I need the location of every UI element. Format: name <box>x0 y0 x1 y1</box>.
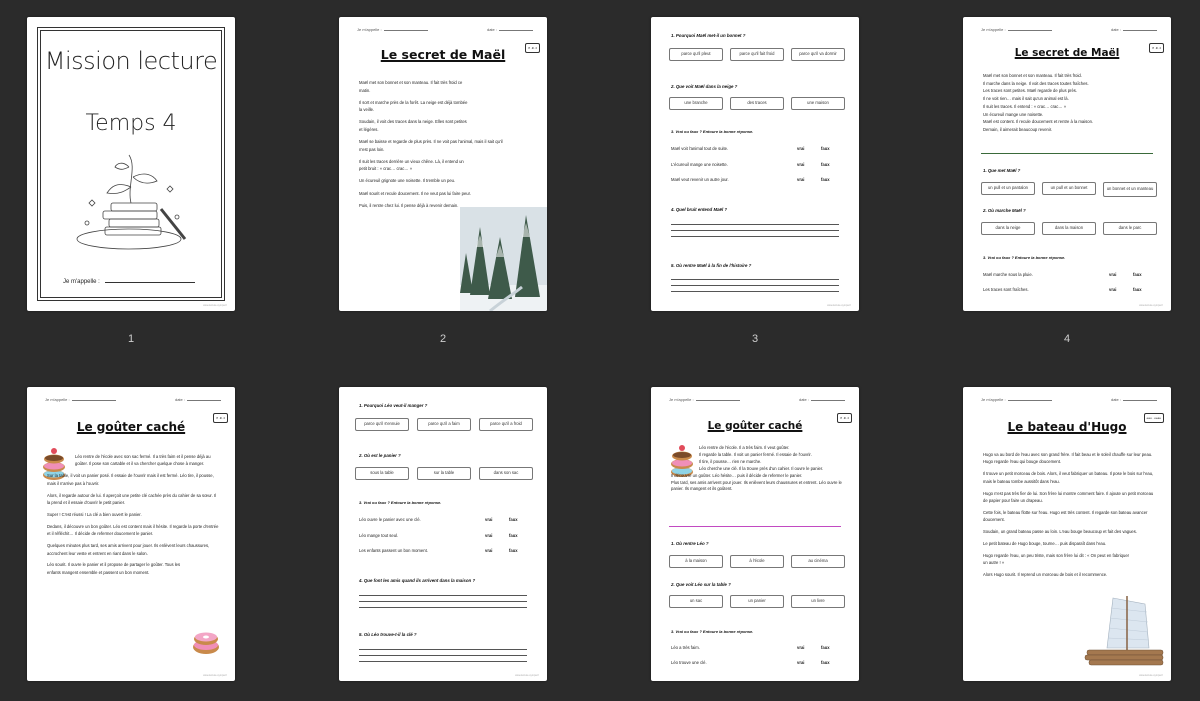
answer-option[interactable]: un livre <box>791 595 845 608</box>
page-thumbnail-2[interactable] <box>339 17 547 311</box>
story-paragraph: Hugo n'est pas très fier de lui. Son frère lui montre comment faire. Il ajoute un petit morceau de papier pour faire un drapeau. <box>983 490 1154 504</box>
true-option[interactable]: vrai <box>797 146 805 151</box>
story-paragraph: Hugo va au bord de l'eau avec son grand frère. Il fait beau et le soleil chauffe sur leur peau. Hugo regarde l'eau qui bouge doucement. <box>983 452 1153 465</box>
page-title: Le goûter caché <box>76 420 186 434</box>
date-field: date : <box>487 27 533 32</box>
question-1: 1. Pourquoi Léo veut-il manger ? <box>359 403 428 408</box>
true-false-row <box>359 517 529 522</box>
answer-option[interactable]: une branche <box>669 97 723 110</box>
story-paragraph: Léo rentre de l'école avec son sac fermé. Il a très faim et il pense déjà au goûter. Il pose son cartable et il va chercher quelque chose à manger. <box>75 454 211 467</box>
page-thumbnail-7[interactable] <box>651 387 859 681</box>
story-text <box>983 451 1155 583</box>
question-1: 1. Que met Maël ? <box>983 168 1021 173</box>
date-field: date : <box>799 397 845 402</box>
page-number: 4 <box>1063 333 1071 345</box>
answer-options-2 <box>981 222 1157 235</box>
story-paragraph: Il suit les traces derrière un vieux chêne. Là, il entend un petit bruit : « crac… crac… » <box>359 158 464 172</box>
story-line: Il suit les traces. Il entend : « crac… crac… » <box>983 103 1067 109</box>
answer-option[interactable]: dans la neige <box>981 222 1035 235</box>
answer-options-1 <box>669 555 845 568</box>
cover-name-label: Je m'appelle : <box>63 279 100 285</box>
question-1: 1. Pourquoi Maël met-il un bonnet ? <box>671 33 746 38</box>
page-footer: www.lecture-sympa.fr <box>1139 674 1163 677</box>
false-option[interactable]: faux <box>1133 287 1142 292</box>
true-option[interactable]: vrai <box>1109 272 1117 277</box>
section-divider <box>981 153 1153 154</box>
page-header <box>981 27 1157 32</box>
question-2: 2. Que voit Maël dans la neige ? <box>671 84 738 89</box>
section-divider <box>669 526 841 527</box>
name-field: Je m'appelle : <box>981 397 1052 402</box>
answer-option[interactable]: dans le parc <box>1103 222 1157 235</box>
writing-line[interactable] <box>359 601 527 602</box>
false-option[interactable]: faux <box>509 517 518 522</box>
writing-line[interactable] <box>671 236 839 237</box>
false-option[interactable]: faux <box>509 533 518 538</box>
answer-option[interactable]: au cinéma <box>791 555 845 568</box>
answer-option[interactable]: parce qu'il a faim <box>417 418 471 431</box>
story-paragraph: Maël se baisse et regarde de plus près. Il ne voit pas l'animal, mais il sait qu'il n'est pas loin. <box>359 139 503 152</box>
writing-line[interactable] <box>359 607 527 608</box>
page-header <box>981 397 1157 402</box>
page-title: Le secret de Maël <box>380 47 506 62</box>
story-line: Un écureuil mange une noisette. <box>983 111 1044 117</box>
answer-options-2 <box>355 467 533 480</box>
answer-option[interactable]: un sac <box>669 595 723 608</box>
true-option[interactable]: vrai <box>797 660 805 665</box>
false-option[interactable]: faux <box>509 548 518 553</box>
answer-option[interactable]: à la maison <box>669 555 723 568</box>
question-5: 5. Où rentre Maël à la fin de l'histoire ? <box>671 263 752 268</box>
writing-line[interactable] <box>359 661 527 662</box>
story-text <box>671 445 843 493</box>
story-text <box>47 453 219 581</box>
story-line: Demain, il aimerait beaucoup revenir. <box>983 126 1053 132</box>
story-line: Léo rentre de l'école. Il a très faim. Il veut goûter. <box>699 445 790 450</box>
writing-line[interactable] <box>359 595 527 596</box>
answer-option[interactable]: sous la table <box>355 467 409 480</box>
true-option[interactable]: vrai <box>485 548 493 553</box>
answer-options-1 <box>355 418 533 431</box>
raft-image <box>1083 592 1165 672</box>
false-option[interactable]: faux <box>821 660 830 665</box>
statement: Léo a très faim. <box>671 645 700 650</box>
level-badge: ff ·ill· il <box>213 413 228 423</box>
cover-subtitle: Temps 4 <box>85 111 177 136</box>
true-false-row <box>983 272 1153 277</box>
story-paragraph: Il trouve un petit morceau de bois. Alors, il veut fabriquer un bateau. Il pose le bois sur l'eau, mais le bateau tombe aussitôt dans l'eau. <box>983 471 1154 484</box>
story-line: Maël met son bonnet et son manteau. Il fait très froid. <box>983 73 1082 78</box>
question-3: 3. Vrai ou faux ? Entoure la bonne réponse. <box>671 629 754 634</box>
true-false-row <box>359 533 529 538</box>
question-4: 4. Quel bruit entend Maël ? <box>671 207 728 212</box>
question-2: 2. Où est le panier ? <box>359 453 401 458</box>
answer-option[interactable]: un pull et un pantalon <box>981 182 1035 195</box>
date-field: date : <box>175 397 221 402</box>
story-paragraph: Sur la table, il voit un panier posé. Il essaie de l'ouvrir mais il est fermé. Léo tire, il pousse, mais il n'arrive pas à l'ouvrir. <box>47 473 214 486</box>
page-footer: www.lecture-sympa.fr <box>203 304 227 307</box>
answer-option[interactable]: parce qu'il a froid <box>479 418 533 431</box>
story-paragraph: Alors Hugo sourit. Il reprend un morceau de bois et il recommence. <box>983 572 1108 578</box>
answer-option[interactable]: dans la maison <box>1042 222 1096 235</box>
writing-line[interactable] <box>671 279 839 280</box>
question-2: 2. Où marche Maël ? <box>983 208 1026 213</box>
page-number: 2 <box>439 333 447 345</box>
page-thumbnail-5[interactable] <box>27 387 235 681</box>
true-false-row <box>359 548 529 553</box>
statement: Léo ouvre le panier avec une clé. <box>359 517 421 522</box>
name-field: Je m'appelle : <box>981 27 1052 32</box>
books-plant-illustration <box>67 147 197 257</box>
answer-options-2 <box>669 595 845 608</box>
answer-option[interactable]: parce qu'il fait froid <box>730 48 784 61</box>
answer-option[interactable]: parce qu'il va dormir <box>791 48 845 61</box>
story-line: Il ne voit rien… mais il sait qu'un animal est là. <box>983 96 1069 102</box>
story-paragraph: Léo sourit. Il ouvre le panier et il propose de partager le goûter. Tous les enfants mangent ensemble et passent un bon moment. <box>47 562 181 575</box>
writing-line[interactable] <box>359 649 527 650</box>
true-false-row <box>671 146 841 151</box>
page-footer: www.lecture-sympa.fr <box>515 674 539 677</box>
page-thumbnail-4[interactable] <box>963 17 1171 311</box>
statement: Léo mange tout seul. <box>359 533 399 538</box>
true-option[interactable]: vrai <box>1109 287 1117 292</box>
page-footer: www.lecture-sympa.fr <box>827 304 851 307</box>
story-text <box>983 72 1158 134</box>
story-line: Les traces sont petites. Maël regarde de plus près. <box>983 88 1078 94</box>
page-header <box>669 397 845 402</box>
true-option[interactable]: vrai <box>485 517 493 522</box>
true-option[interactable]: vrai <box>485 533 493 538</box>
answer-option[interactable]: à l'école <box>730 555 784 568</box>
level-badge: eau · oeau <box>1144 413 1164 423</box>
true-false-row <box>671 645 841 650</box>
cover-name-line <box>105 282 195 283</box>
story-line: Plus tard, ses amis arrivent pour jouer. Ils enlèvent leurs chaussures et entrent. Léo ouvre le panier. Ils mangent et ils goûtent. <box>671 479 842 492</box>
name-field: Je m'appelle : <box>45 397 116 402</box>
false-option[interactable]: faux <box>821 146 830 151</box>
donut-image <box>191 627 221 657</box>
page-thumbnail-1[interactable] <box>27 17 235 311</box>
statement: Léo trouve une clé. <box>671 660 707 665</box>
question-3: 3. Vrai ou faux ? Entoure la bonne réponse. <box>983 255 1066 260</box>
answer-options-1 <box>981 182 1157 197</box>
true-false-row <box>671 162 841 167</box>
level-badge: ff ·ill· il <box>1149 43 1164 53</box>
story-paragraph: Cette fois, le bateau flotte sur l'eau. Hugo est très content. Il regarde son bateau avancer doucement. <box>983 509 1148 523</box>
true-false-row <box>671 177 841 182</box>
statement: Maël veut revenir un autre jour. <box>671 177 729 182</box>
answer-option[interactable]: un pull et un bonnet <box>1042 182 1096 195</box>
statement: Les enfants passent un bon moment. <box>359 548 428 553</box>
story-line: Il regarde la table. Il voit un panier fermé. Il essaie de l'ouvrir. <box>699 451 812 457</box>
question-5: 5. Où Léo trouve-t-il la clé ? <box>359 632 417 637</box>
story-line: Il découvre un goûter. Léo hésite… puis il décide de refermer le panier. <box>671 472 803 478</box>
false-option[interactable]: faux <box>821 177 830 182</box>
story-paragraph: Soudain, un grand bateau passe au loin. L'eau bouge beaucoup et fait des vagues. <box>983 529 1137 535</box>
name-field: Je m'appelle : <box>669 397 740 402</box>
story-paragraph: Quelques minutes plus tard, ses amis arrivent pour jouer. Ils enlèvent leurs chaussures, accrochent leur veste et entrent en riant dans le salon. <box>47 543 210 556</box>
snowy-forest-image <box>460 207 547 311</box>
statement: L'écureuil mange une noisette. <box>671 162 728 167</box>
statement: Les traces sont fraîches. <box>983 287 1029 292</box>
date-field: date : <box>1111 27 1157 32</box>
false-option[interactable]: faux <box>821 645 830 650</box>
page-header <box>45 397 221 402</box>
page-thumbnail-8[interactable] <box>963 387 1171 681</box>
answer-option[interactable]: sur la table <box>417 467 471 480</box>
page-footer: www.lecture-sympa.fr <box>203 674 227 677</box>
page-title: Le secret de Maël <box>1014 47 1120 59</box>
story-paragraph: Puis, il rentre chez lui. Il pense déjà à revenir demain. <box>359 202 459 208</box>
answer-options-1 <box>669 48 845 61</box>
story-paragraph: Le petit bateau de Hugo bouge, tourne… puis disparaît dans l'eau. <box>983 541 1107 547</box>
story-text <box>359 79 503 214</box>
answer-option[interactable]: dans son sac <box>479 467 533 480</box>
story-line: Il tire, il pousse… rien ne marche. <box>699 458 762 464</box>
page-number: 1 <box>127 333 135 345</box>
page-number: 3 <box>751 333 759 345</box>
question-3: 3. Vrai ou faux ? Entoure la bonne réponse. <box>359 500 442 505</box>
writing-line[interactable] <box>671 285 839 286</box>
answer-option[interactable]: des traces <box>730 97 784 110</box>
story-line: Il marche dans la neige. Il voit des traces toutes fraîches. <box>983 80 1089 86</box>
level-badge: ff ·ill· il <box>837 413 852 423</box>
true-false-row <box>983 287 1153 292</box>
answer-option[interactable]: une maison <box>791 97 845 110</box>
question-3: 3. Vrai ou faux ? Entoure la bonne réponse. <box>671 129 754 134</box>
page-footer: www.lecture-sympa.fr <box>1139 304 1163 307</box>
cover-title: Mission lecture <box>44 47 218 75</box>
answer-option[interactable]: parce qu'il s'ennuie <box>355 418 409 431</box>
true-option[interactable]: vrai <box>797 162 805 167</box>
story-paragraph: Maël met son bonnet et son manteau. Il fait très froid ce matin. <box>359 80 463 93</box>
statement: Maël voit l'animal tout de suite. <box>671 146 729 151</box>
story-paragraph: Alors, il regarde autour de lui. Il aperçoit une petite clé cachée près du cahier de sa sœur. Il la prend et il essaie d'ouvrir le petit panier. <box>47 492 216 506</box>
page-title: Le goûter caché <box>707 420 803 432</box>
writing-line[interactable] <box>359 655 527 656</box>
cover-name-field[interactable] <box>63 279 195 285</box>
answer-option[interactable]: un bonnet et un manteau <box>1103 182 1157 197</box>
story-paragraph: Super ! C'est réussi ! La clé a bien ouvert le panier. <box>47 511 142 517</box>
page-header <box>357 27 533 32</box>
question-1: 1. Où rentre Léo ? <box>671 541 709 546</box>
story-paragraph: Soudain, il voit des traces dans la neige. Elles sont petites et légères. <box>359 119 467 132</box>
story-paragraph: Un écureuil grignote une noisette. Il tremble un peu. <box>359 178 456 184</box>
level-badge: ff ·ill· il <box>525 43 540 53</box>
story-paragraph: Maël sourit et recule doucement. Il ne veut pas lui faire peur. <box>359 190 471 196</box>
writing-line[interactable] <box>671 230 839 231</box>
question-4: 4. Que font les amis quand ils arrivent dans la maison ? <box>359 578 476 583</box>
true-option[interactable]: vrai <box>797 645 805 650</box>
page-thumbnail-6[interactable] <box>339 387 547 681</box>
answer-options-2 <box>669 97 845 110</box>
writing-line[interactable] <box>671 291 839 292</box>
story-paragraph: Il sort et marche près de la forêt. La neige est déjà tombée la veille. <box>359 99 468 113</box>
answer-option[interactable]: parce qu'il pleut <box>669 48 723 61</box>
date-field: date : <box>1111 397 1157 402</box>
false-option[interactable]: faux <box>1133 272 1142 277</box>
writing-line[interactable] <box>671 224 839 225</box>
name-field: Je m'appelle : <box>357 27 428 32</box>
story-line: Maël est content. Il recule doucement et rentre à la maison. <box>983 119 1094 125</box>
story-paragraph: Hugo regarde l'eau, un peu triste, mais son frère lui dit : « On peut en fabriquer un autre ! » <box>983 553 1130 566</box>
answer-option[interactable]: un panier <box>730 595 784 608</box>
true-option[interactable]: vrai <box>797 177 805 182</box>
page-thumbnail-3[interactable] <box>651 17 859 311</box>
statement: Maël marche sous la pluie. <box>983 272 1033 277</box>
story-paragraph: Dedans, il découvre un bon goûter. Léo est content mais il hésite. Il regarde la porte d'entrée et il réfléchit… Il décide de refermer doucement le panier. <box>47 523 219 537</box>
true-false-row <box>671 660 841 665</box>
page-title: Le bateau d'Hugo <box>1007 420 1127 434</box>
false-option[interactable]: faux <box>821 162 830 167</box>
question-2: 2. Que voit Léo sur la table ? <box>671 582 731 587</box>
story-line: Léo cherche une clé. Il la trouve près d'un cahier. Il ouvre le panier. <box>699 465 824 471</box>
